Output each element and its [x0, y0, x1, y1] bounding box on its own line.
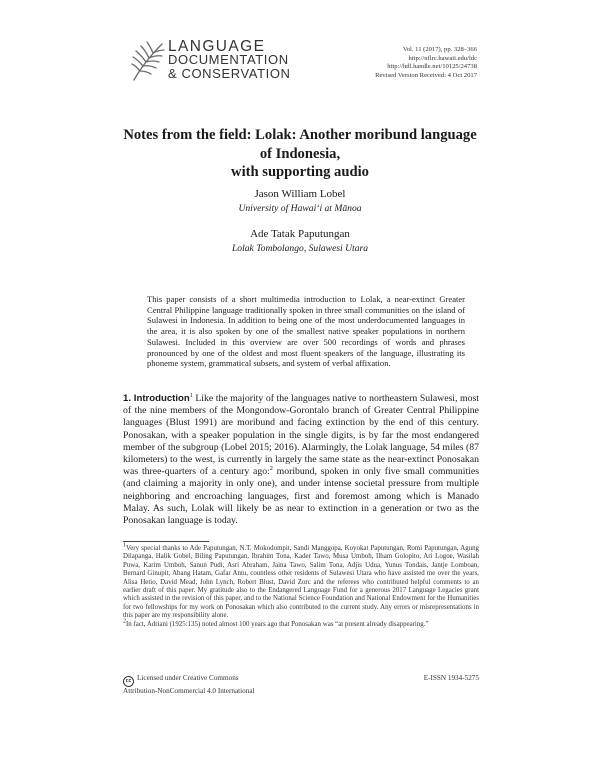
- section-introduction: [123, 393, 479, 527]
- license-block: [123, 674, 255, 696]
- logo-text-line3: & CONSERVATION: [168, 66, 291, 81]
- footnote-text: Very special thanks to Ade Paputungan, N.T. Mokodompit, Sandi Manggopa, Koyokat Paputungan, Romi Paputungan, Agung Dilapanga, Halik Gobel, Biling Paputungan, Ibrahim Tona, Kader Tawo, Musa Umboh, Ilham Golopito, Ari Logoe, Wasilah Puwa, Karim Umboh, Sanun Pudi, Asri Abraham, Jaina Tawo, Salim Tona, Adjis Udua, Yunus Tondais, Jantje Lomboan, Bernard Ginupit, Abang Hatam, Gafar Antu, countless other residents of Sulawesi Utara who have assisted me over the years, Alisa Hetio, David Mead, John Lynch, Robert Blust, David Zorc and the referees who contributed helpful comments to an earlier draft of this paper. My gratitude also to the Endangered Language Fund for a generous 2017 Language Legacies grant which assisted in the revision of this paper, and to the National Science Foundation and National Endowment for the Humanities for two fellowships for my work on Ponosakan which also contributed to the current study. Any errors or misrepresentations in this paper are my responsibility alone.: [123, 545, 479, 620]
- footnote-ref[interactable]: 1: [189, 392, 193, 399]
- title-line2: of Indonesia,: [259, 145, 341, 162]
- logo-text-line2: DOCUMENTATION: [168, 52, 289, 67]
- license-line2: Attribution-NonCommercial 4.0 International: [123, 687, 255, 695]
- footnote-mark: 2: [123, 618, 126, 625]
- license-line1: Licensed under Creative Commons: [137, 674, 239, 682]
- section-heading: 1. Introduction: [123, 393, 190, 404]
- revised-date: Revised Version Received: 4 Oct 2017: [375, 71, 477, 79]
- author-affiliation: University of Hawai‘i at Mānoa: [238, 203, 362, 214]
- header-meta: [375, 46, 477, 80]
- handle-url[interactable]: http://hdl.handle.net/10125/24738: [387, 63, 477, 71]
- paper-title: [90, 126, 510, 182]
- creative-commons-icon: cc: [123, 676, 134, 687]
- volume-info: Vol. 11 (2017), pp. 328–366: [402, 46, 477, 53]
- author-name: Jason William Lobel: [254, 188, 346, 200]
- footnote-ref[interactable]: 2: [269, 465, 273, 472]
- footnote: [123, 542, 479, 621]
- journal-url[interactable]: http://nflrc.hawaii.edu/ldc: [408, 54, 477, 62]
- footnote: [123, 618, 479, 629]
- abstract: This paper consists of a short multimedia introduction to Lolak, a near-extinct Greater Central Philippine language traditionally spoken in three small communities on the island of Sulawesi in Indonesia. In addition to being one of the most underdocumented languages in the area, it is also spoken by one of the smallest native speaker populations in northern Sulawesi. Included in this overview are over 500 recordings of words and phrases pronounced by one of the oldest and most fluent speakers of the language, illustrating its phoneme system, grammatical subsets, and system of verbal affixation.: [147, 294, 465, 369]
- paragraph-text: Like the majority of the languages native to northeastern Sulawesi, most of the nine members of the Mongondow-Gorontalo branch of Greater Central Philippine languages (Blust 1991) are moribund and facing extinction by the end of this century. Ponosakan, with a speaker population in the single digits, is by far the most endangered member of the subgroup (Lobel 2015; 2016). Alarmingly, the Lolak language, 54 miles (87 kilometers) to the west, is currently in largely the same state as the near-extinct Ponosakan was three-quarters of a century ago:: [123, 393, 479, 478]
- author-affiliation: Lolak Tombolango, Sulawesi Utara: [231, 243, 369, 254]
- footnote-text: In fact, Adriani (1925:135) noted almost 100 years ago that Ponosakan was “at present already disappearing.”: [126, 620, 429, 628]
- eissn: E-ISSN 1934-5275: [423, 674, 479, 682]
- palm-leaf-icon: [128, 38, 166, 82]
- title-line1: Notes from the field: Lolak: Another moribund language: [123, 127, 477, 143]
- footnote-mark: 1: [123, 542, 126, 549]
- author-name: Ade Tatak Paputungan: [250, 228, 350, 240]
- footnotes: [123, 542, 479, 629]
- paragraph-text: moribund, spoken in only five small communities (and claiming a majority in only one), and under intense societal pressure from multiple neighboring and encroaching languages, first and foremost among which is Manado Malay. As such, Lolak will likely be as near to extinction in a generation or two as the Ponosakan language is today.: [123, 466, 479, 527]
- title-line3: with supporting audio: [231, 164, 369, 180]
- journal-logo: [128, 38, 291, 82]
- footnote-divider: [123, 541, 209, 542]
- logo-text-line1: LANGUAGE: [168, 38, 266, 55]
